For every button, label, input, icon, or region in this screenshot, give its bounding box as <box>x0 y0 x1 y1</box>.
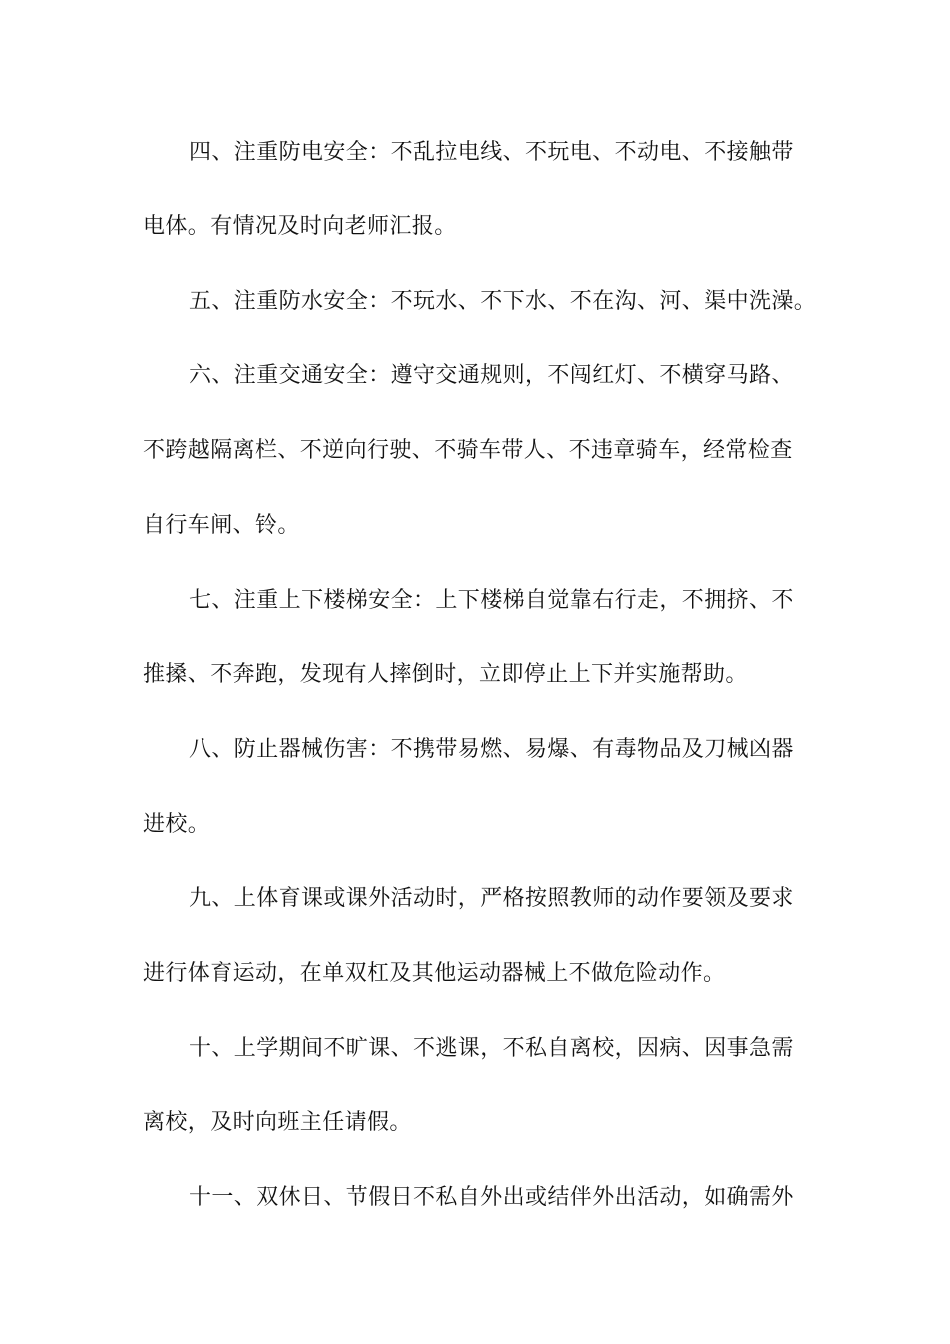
paragraph-10-line-1: 十、上学期间不旷课、不逃课，不私自离校，因病、因事急需 <box>189 1036 794 1061</box>
paragraph-8-line-2: 进校。 <box>143 812 211 837</box>
paragraph-8-line-1: 八、防止器械伤害：不携带易燃、易爆、有毒物品及刀械凶器 <box>189 737 794 762</box>
paragraph-6-line-1: 六、注重交通安全：遵守交通规则，不闯红灯、不横穿马路、 <box>189 363 794 388</box>
paragraph-10-line-2: 离校，及时向班主任请假。 <box>143 1110 412 1135</box>
paragraph-7-line-1: 七、注重上下楼梯安全：上下楼梯自觉靠右行走，不拥挤、不 <box>189 588 794 613</box>
paragraph-9-line-1: 九、上体育课或课外活动时，严格按照教师的动作要领及要求 <box>189 886 794 911</box>
paragraph-4-line-2: 电体。有情况及时向老师汇报。 <box>143 214 457 239</box>
paragraph-7-line-2: 推搡、不奔跑，发现有人摔倒时，立即停止上下并实施帮助。 <box>143 662 748 687</box>
paragraph-4-line-1: 四、注重防电安全：不乱拉电线、不玩电、不动电、不接触带 <box>189 140 794 165</box>
paragraph-11-line-1: 十一、双休日、节假日不私自外出或结伴外出活动，如确需外 <box>189 1185 794 1210</box>
paragraph-6-line-3: 自行车闸、铃。 <box>143 513 300 538</box>
paragraph-9-line-2: 进行体育运动，在单双杠及其他运动器械上不做危险动作。 <box>143 961 726 986</box>
paragraph-5-line-1: 五、注重防水安全：不玩水、不下水、不在沟、河、渠中洗澡。 <box>189 289 817 314</box>
paragraph-6-line-2: 不跨越隔离栏、不逆向行驶、不骑车带人、不违章骑车，经常检查 <box>143 438 793 463</box>
